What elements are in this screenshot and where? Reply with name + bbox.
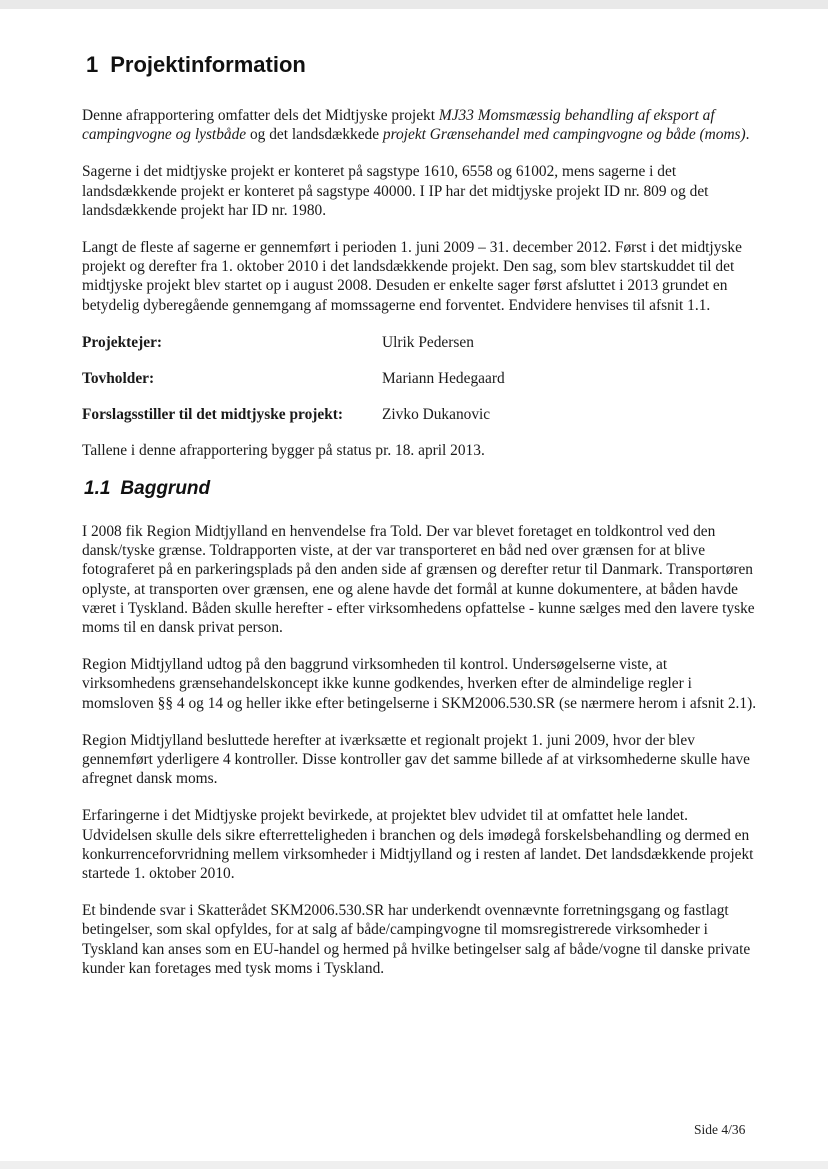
- document-page: [82, 40, 758, 996]
- background-paragraph: Region Midtjylland udtog på den baggrund virksomheden til kontrol. Undersøgelserne viste, at virksomhedens grænsehandelskoncept ikke kunne godkendes, hverken efter de almindelige regler i momsloven §§ 4 og 14 og heller ikke efter betingelserne i SKM2006.530.SR (se nærmere herom i afsnit 2.1).: [82, 656, 757, 712]
- role-label: Projektejer:: [82, 333, 163, 351]
- section-number: 1: [86, 52, 99, 77]
- intro-text-3: .: [745, 126, 750, 144]
- role-label: Forslagsstiller til det midtjyske projekt:: [82, 405, 344, 423]
- intro-text-1: Denne afrapportering omfatter dels det Midtjyske projekt: [82, 107, 439, 124]
- background-paragraph: Erfaringerne i det Midtjyske projekt bevirkede, at projektet blev udvidet til at omfattet hele landet. Udvidelsen skulle dels sikre efterretteligheden i branchen og dels imødegå forskelsbehandling og dermed en konkurrenceforvridning mellem virksomheder i Midtjylland og i resten af landet. Det landsdækkende projekt startede 1. oktober 2010.: [82, 807, 754, 883]
- section-heading: [86, 52, 758, 78]
- intro-paragraph: [82, 106, 758, 144]
- background-paragraph: I 2008 fik Region Midtjylland en henvendelse fra Told. Der var blevet foretaget en toldkontrol ved den dansk/tyske grænse. Toldrapporten viste, at der var transporteret en båd ned over grænsen for at blive fotograferet på en parkeringsplads på den anden side af grænsen og derefter retur til Danmark. Transportøren oplyste, at transporten over grænsen, ene og alene havde det formål at kunne dokumentere, at båden havde været i Tyskland. Båden skulle herefter - efter virksomhedens opfattelse - kunne sælges med den lavere tyske moms til en dansk privat person.: [82, 523, 755, 637]
- background-paragraph: Region Midtjylland besluttede herefter at iværksætte et regionalt projekt 1. juni 2009, hvor der blev gennemført yderligere 4 kontroller. Disse kontroller gav det samme billede af at virksomhederne skulle have afregnet dansk moms.: [82, 731, 750, 788]
- background-paragraph: Et bindende svar i Skatterådet SKM2006.530.SR har underkendt ovennævnte forretningsgang og fastlagt betingelser, som skal opfyldes, for at salg af både/campingvogne til momsregistrerede virksomheder i Tyskland kan anses som en EU-handel og hermed på hvilke betingelser salg af både/vogne til danske private kunder kan foretages med tysk moms i Tyskland.: [82, 902, 751, 977]
- intro-project-title-2: projekt Grænsehandel med campingvogne og både (moms): [382, 126, 746, 144]
- scan-top-edge: [0, 0, 828, 9]
- role-value: Zivko Dukanovic: [382, 405, 491, 423]
- subsection-heading: [84, 478, 758, 500]
- role-row-owner: [82, 333, 758, 352]
- page-number: Side 4/36: [694, 1122, 746, 1137]
- role-label: Tovholder:: [82, 369, 155, 387]
- intro-text-2: og det landsdækkede: [246, 126, 383, 144]
- subsection-number: 1.1: [84, 478, 111, 500]
- subsection-title: Baggrund: [120, 478, 211, 500]
- case-type-paragraph: Sagerne i det midtjyske projekt er konteret på sagstype 1610, 6558 og 61002, mens sagerne i det landsdækkende projekt er konteret på sagstype 40000. I IP har det midtjyske projekt ID nr. 809 og det landsdækkende projekt har ID nr. 1980.: [82, 163, 709, 219]
- scan-bottom-edge: [0, 1161, 828, 1169]
- role-row-coordinator: [82, 369, 758, 388]
- status-paragraph: Tallene i denne afrapportering bygger på status pr. 18. april 2013.: [82, 441, 485, 459]
- intro-project-title-1: MJ33 Momsmæssig behandling af eksport af campingvogne og lystbåde: [82, 107, 715, 144]
- role-value: Ulrik Pedersen: [382, 333, 474, 351]
- role-row-proposer: [82, 405, 758, 424]
- period-paragraph: Langt de fleste af sagerne er gennemført i perioden 1. juni 2009 – 31. december 2012. Først i det midtjyske projekt og derefter fra 1. oktober 2010 i det landsdækkende projekt. Den sag, som blev startskuddet til det midtjyske projekt blev startet op i august 2008. Desuden er enkelte sager først afsluttet i 2013 grundet en betydelig dyberegående gennemgang af momssagerne end forventet. Endvidere henvises til afsnit 1.1.: [82, 239, 742, 314]
- section-title: Projektinformation: [110, 52, 306, 77]
- role-value: Mariann Hedegaard: [382, 369, 505, 387]
